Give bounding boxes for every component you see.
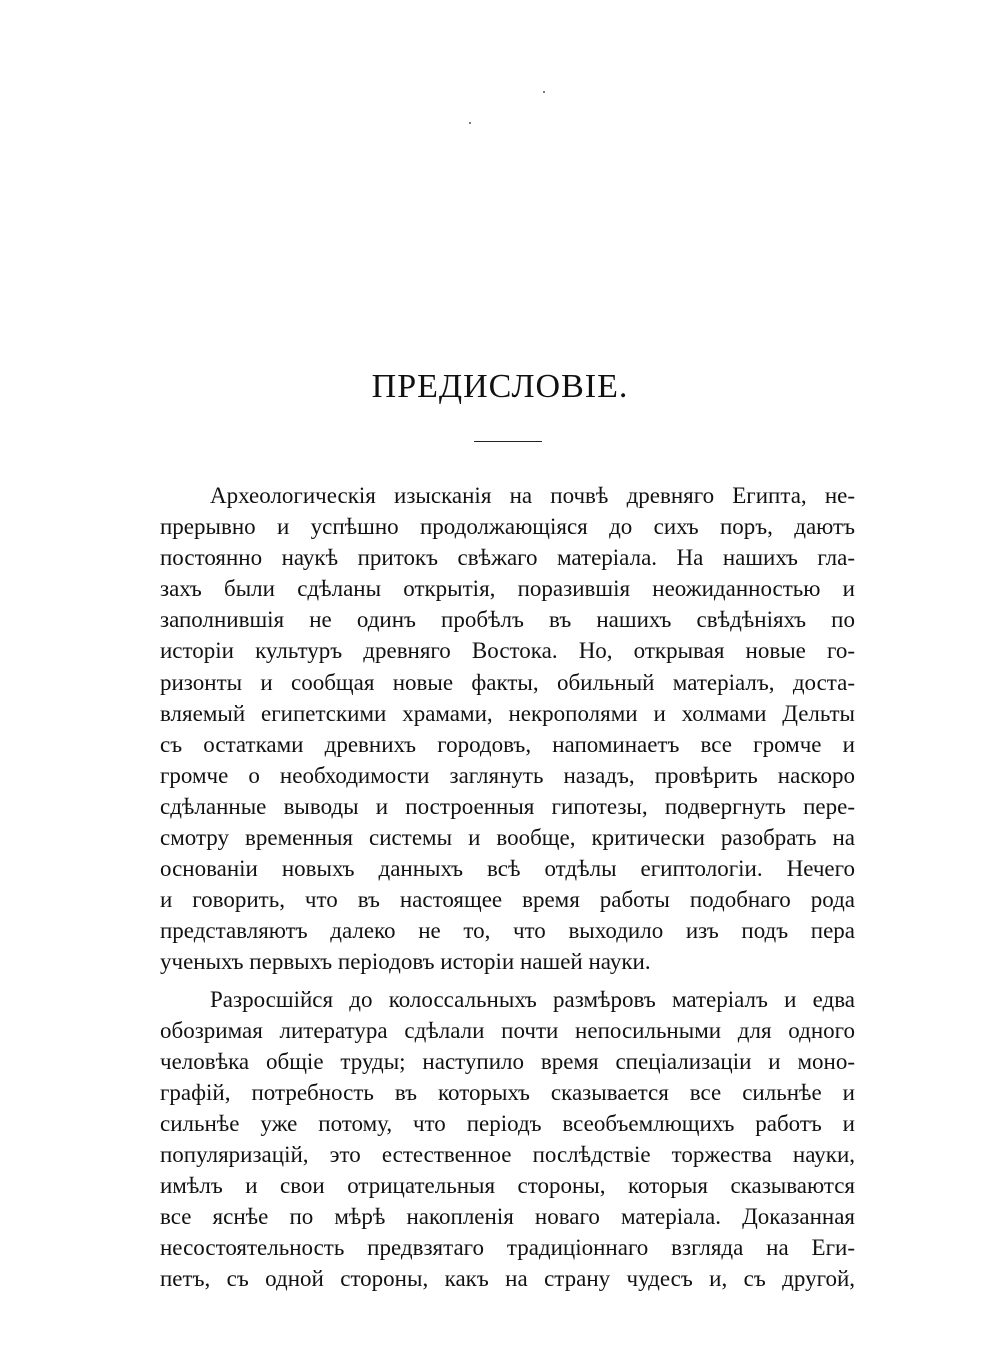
text-line: человѣка общіе труды; наступило время спеціализаціи и моно- bbox=[160, 1048, 855, 1074]
text-line: сильнѣе уже потому, что періодъ всеобъемлющихъ работъ и bbox=[160, 1110, 855, 1136]
text-line: ризонты и сообщая новые факты, обильный матеріалъ, доста- bbox=[160, 669, 855, 695]
text-line: представляютъ далеко не то, что выходило изъ подъ пера bbox=[160, 918, 855, 944]
text-line: сдѣланные выводы и построенныя гипотезы, подвергнуть пере- bbox=[160, 793, 855, 819]
print-speck bbox=[469, 122, 471, 124]
page-title: ПРЕДИСЛОВІЕ. bbox=[371, 368, 629, 405]
text-line: и говорить, что въ настоящее время работы подобнаго рода bbox=[160, 887, 855, 913]
text-line: постоянно наукѣ притокъ свѣжаго матеріала. На нашихъ гла- bbox=[160, 545, 855, 571]
text-line: петъ, съ одной стороны, какъ на страну чудесъ и, съ другой, bbox=[160, 1266, 855, 1292]
paragraph-2 bbox=[160, 984, 855, 1295]
print-speck bbox=[543, 91, 545, 93]
text-line: смотру временныя системы и вообще, критически разобрать на bbox=[160, 825, 855, 851]
text-line: Археологическія изысканія на почвѣ древняго Египта, не- bbox=[210, 483, 855, 508]
paragraph-1 bbox=[160, 480, 855, 978]
text-line: ученыхъ первыхъ періодовъ исторіи нашей науки. bbox=[160, 949, 651, 975]
text-line: обозримая литература сдѣлали почти непосильными для одного bbox=[160, 1017, 855, 1043]
text-line: съ остатками древнихъ городовъ, напоминаетъ все громче и bbox=[160, 731, 855, 757]
text-line: заполнившія не одинъ пробѣлъ въ нашихъ свѣдѣніяхъ по bbox=[160, 607, 855, 633]
text-line: исторіи культуръ древняго Востока. Но, открывая новые го- bbox=[160, 638, 855, 664]
text-line: графій, потребность въ которыхъ сказывается все сильнѣе и bbox=[160, 1079, 855, 1105]
text-line: основаніи новыхъ данныхъ всѣ отдѣлы египтологіи. Нечего bbox=[160, 856, 855, 882]
text-line: захъ были сдѣланы открытія, поразившія неожиданностью и bbox=[160, 576, 855, 602]
preface-text bbox=[160, 480, 855, 1294]
text-line: прерывно и успѣшно продолжающіяся до сихъ поръ, даютъ bbox=[160, 514, 855, 540]
text-line: имѣлъ и свои отрицательныя стороны, которыя сказываются bbox=[160, 1173, 855, 1199]
title-divider bbox=[474, 441, 542, 442]
text-line: громче о необходимости заглянуть назадъ, провѣрить наскоро bbox=[160, 762, 855, 788]
text-line: все яснѣе по мѣрѣ накопленія новаго матеріала. Доказанная bbox=[160, 1204, 855, 1230]
text-line: несостоятельность предвзятаго традиціоннаго взгляда на Еги- bbox=[160, 1235, 855, 1261]
text-line: Разросшійся до колоссальныхъ размѣровъ матеріалъ и едва bbox=[210, 986, 855, 1012]
text-line: вляемый египетскими храмами, некрополями и холмами Дельты bbox=[160, 700, 855, 726]
text-line: популяризацій, это естественное послѣдствіе торжества науки, bbox=[160, 1141, 855, 1167]
